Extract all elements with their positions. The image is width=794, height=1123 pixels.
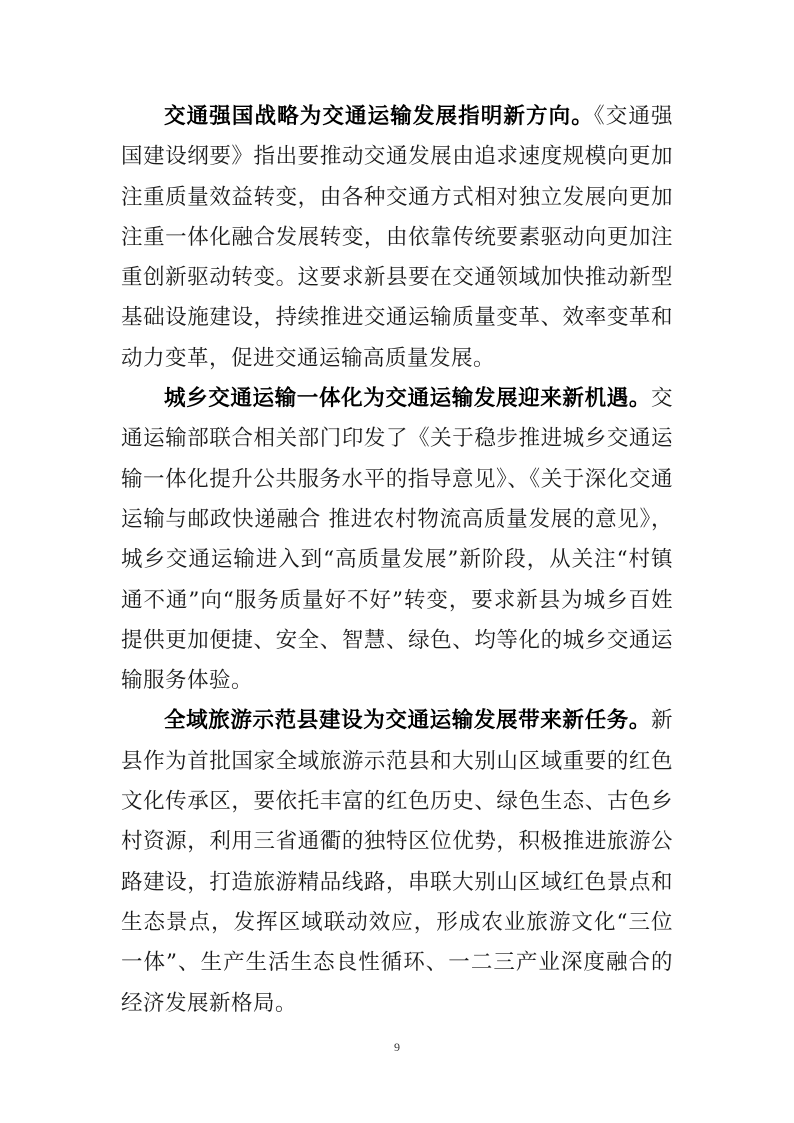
paragraph-text: 《交通强国建设纲要》指出要推动交通发展由追求速度规模向更加注重质量效益转变，由各种交通方式相对独立发展向更加注重一体化融合发展转变，由依靠传统要素驱动向更加注重创新驱动转变。这要求新县要在交通领域加快推动新型基础设施建设，持续推进交通运输质量变革、效率变革和动力变革，促进交通运输高质量发展。 xyxy=(121,104,673,371)
paragraph-transport-power-strategy xyxy=(121,97,673,379)
page-number: 9 xyxy=(394,1040,400,1054)
paragraph-lead-heading: 城乡交通运输一体化为交通运输发展迎来新机遇。 xyxy=(164,386,651,412)
paragraph-text: 交通运输部联合相关部门印发了《关于稳步推进城乡交通运输一体化提升公共服务水平的指导意见》、《关于深化交通运输与邮政快递融合 推进农村物流高质量发展的意见》，城乡交通运输进入到“高质量发展”新阶段，从关注“村镇通不通”向“服务质量好不好”转变，要求新县为城乡百姓提供更加便捷、安全、智慧、绿色、均等化的城乡交通运输服务体验。 xyxy=(121,386,673,694)
paragraph-lead-heading: 全域旅游示范县建设为交通运输发展带来新任务。 xyxy=(164,708,651,734)
paragraph-lead-heading: 交通强国战略为交通运输发展指明新方向。 xyxy=(164,104,594,129)
paragraph-urban-rural-integration xyxy=(121,379,673,701)
document-body xyxy=(121,97,673,1024)
paragraph-text: 新县作为首批国家全域旅游示范县和大别山区域重要的红色文化传承区，要依托丰富的红色历史、绿色生态、古色乡村资源，利用三省通衢的独特区位优势，积极推进旅游公路建设，打造旅游精品线路，串联大别山区域红色景点和生态景点，发挥区域联动效应，形成农业旅游文化“三位一体”、生产生活生态良性循环、一二三产业深度融合的经济发展新格局。 xyxy=(121,708,673,1016)
paragraph-tourism-demonstration xyxy=(121,701,673,1023)
